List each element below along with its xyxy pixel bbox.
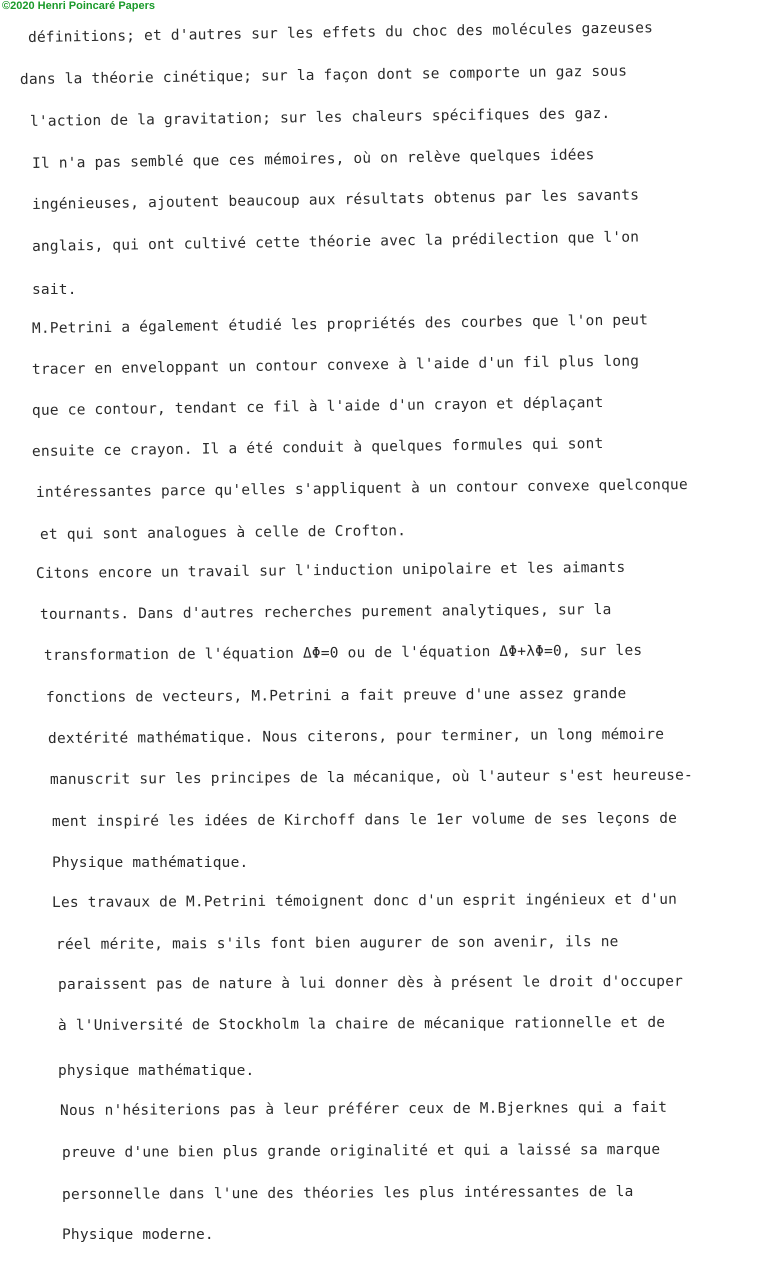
text-line: manuscrit sur les principes de la mécanique, où l'auteur s'est heureuse- [49,767,693,788]
text-line: paraissent pas de nature à lui donner dès à présent le droit d'occuper [57,973,684,993]
text-line: M.Petrini a également étudié les propriétés des courbes que l'on peut [31,312,649,337]
text-line: anglais, qui ont cultivé cette théorie avec la prédilection que l'on [31,229,640,255]
text-line: Physique moderne. [62,1227,214,1243]
text-line: et qui sont analogues à celle de Crofton. [39,523,407,543]
text-line: sait. [32,282,77,298]
text-line: réel mérite, mais s'ils font bien augurer de son avenir, ils ne [55,934,619,953]
text-line: tracer en enveloppant un contour convexe à l'aide d'un fil plus long [31,353,640,378]
text-line: ensuite ce crayon. Il a été conduit à quelques formules qui sont [31,436,604,460]
text-line: tournants. Dans d'autres recherches purement analytiques, sur la [39,602,612,623]
text-line: ment inspiré les idées de Kirchoff dans le 1er volume de ses leçons de [51,810,678,830]
text-line: physique mathématique. [58,1063,255,1079]
text-line: Les travaux de M.Petrini témoignent donc d'un esprit ingénieux et d'un [51,891,678,911]
text-line: fonctions de vecteurs, M.Petrini a fait preuve d'une assez grande [45,685,627,706]
text-line: Nous n'hésiterions pas à leur préférer ceux de M.Bjerknes qui a fait [59,1099,668,1119]
text-line: Physique mathématique. [52,855,249,871]
copyright-notice: ©2020 Henri Poincaré Papers [2,0,156,12]
text-line: dextérité mathématique. Nous citerons, pour terminer, un long mémoire [47,726,665,747]
text-line: Il n'a pas semblé que ces mémoires, où on relève quelques idées [31,147,595,172]
text-line: Citons encore un travail sur l'induction unipolaire et les aimants [35,559,626,582]
text-line: que ce contour, tendant ce fil à l'aide d'un crayon et déplaçant [31,395,604,419]
text-line: intéressantes parce qu'elles s'appliquent à un contour convexe quelconque [35,477,688,501]
text-line: l'action de la gravitation; sur les chaleurs spécifiques des gaz. [29,105,611,130]
text-line: définitions; et d'autres sur les effets du choc des molécules gazeuses [27,20,654,46]
text-line: preuve d'une bien plus grande originalité et qui a laissé sa marque [61,1141,661,1161]
text-line: personnelle dans l'une des théories les plus intéressantes de la [61,1184,634,1203]
text-line: transformation de l'équation ΔΦ=0 ou de l'équation ΔΦ+λΦ=0, sur les [43,642,643,664]
text-line: à l'Université de Stockholm la chaire de mécanique rationnelle et de [57,1014,666,1034]
text-line: ingénieuses, ajoutent beaucoup aux résultats obtenus par les savants [31,187,640,213]
text-line: dans la théorie cinétique; sur la façon dont se comporte un gaz sous [19,63,628,88]
